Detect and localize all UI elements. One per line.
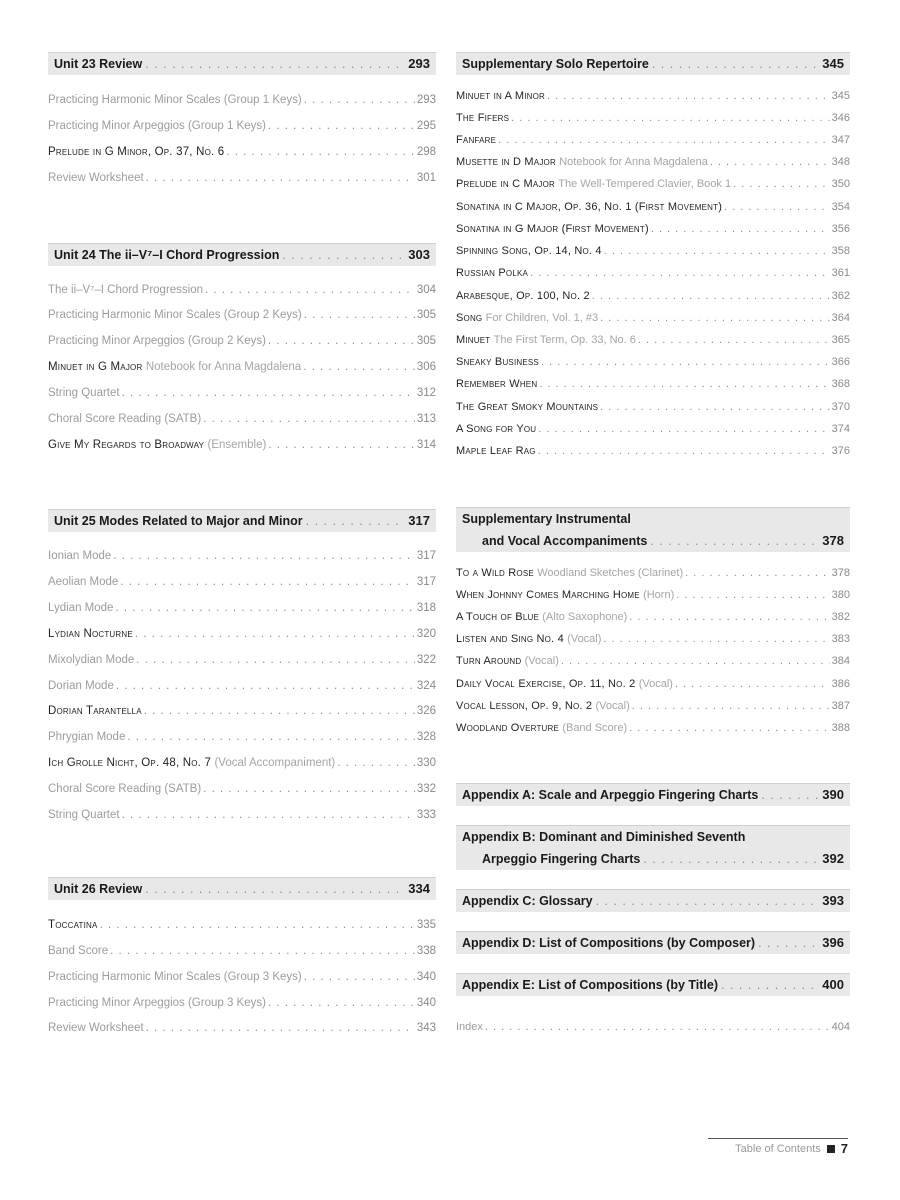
toc-entry[interactable]: Give My Regards to Broadway (Ensemble) . . . 314 — [48, 436, 436, 454]
square-bullet-icon — [827, 1145, 835, 1153]
toc-entry[interactable]: String Quartet . . . 333 — [48, 806, 436, 824]
toc-entry[interactable]: Toccatina . . . 335 — [48, 916, 436, 934]
toc-entry[interactable]: Song For Children, Vol. 1, #3 . . . 364 — [456, 309, 850, 327]
toc-entry[interactable]: The Great Smoky Mountains . . . 370 — [456, 398, 850, 416]
toc-entry[interactable]: Ionian Mode . . . 317 — [48, 547, 436, 565]
toc-entry[interactable]: Band Score . . . 338 — [48, 942, 436, 960]
toc-entry[interactable]: Sonatina in G Major (First Movement) . . . 356 — [456, 220, 850, 238]
supplementary-instrumental-header[interactable]: Supplementary Instrumental and Vocal Accompaniments . . . 378 — [456, 507, 850, 552]
toc-entry[interactable]: Sneaky Business . . . 366 — [456, 353, 850, 371]
appendix-b-header[interactable]: Appendix B: Dominant and Diminished Seventh Arpeggio Fingering Charts . . . 392 — [456, 825, 850, 870]
unit-25-header[interactable]: Unit 25 Modes Related to Major and Minor . . . 317 — [48, 509, 436, 532]
toc-entry[interactable]: Maple Leaf Rag . . . 376 — [456, 442, 850, 460]
toc-entry[interactable]: String Quartet . . . 312 — [48, 384, 436, 402]
page-number: 7 — [840, 1141, 848, 1156]
toc-entry[interactable]: Practicing Harmonic Minor Scales (Group 1 Keys) . . . 293 — [48, 91, 436, 109]
toc-entry[interactable]: Choral Score Reading (SATB) . . . 313 — [48, 410, 436, 428]
toc-entry[interactable]: Practicing Minor Arpeggios (Group 1 Keys) . . . 295 — [48, 117, 436, 135]
appendix-a-header[interactable]: Appendix A: Scale and Arpeggio Fingering Charts . . . 390 — [456, 783, 850, 806]
toc-entry[interactable]: Musette in D Major Notebook for Anna Magdalena . . . 348 — [456, 153, 850, 171]
unit-24-header[interactable]: Unit 24 The ii–V⁷–I Chord Progression . . . 303 — [48, 243, 436, 266]
toc-entry[interactable]: Spinning Song, Op. 14, No. 4 . . . 358 — [456, 242, 850, 260]
unit-23-header[interactable]: Unit 23 Review . . . 293 — [48, 52, 436, 75]
appendix-c-header[interactable]: Appendix C: Glossary . . . 393 — [456, 889, 850, 912]
toc-entry[interactable]: Dorian Tarantella . . . 326 — [48, 702, 436, 720]
toc-entry[interactable]: Prelude in C Major The Well-Tempered Clavier, Book 1 . . . 350 — [456, 175, 850, 193]
toc-entry[interactable]: Russian Polka . . . 361 — [456, 264, 850, 282]
toc-entry[interactable]: Sonatina in C Major, Op. 36, No. 1 (First Movement) . . . 354 — [456, 198, 850, 216]
toc-entry[interactable]: Fanfare . . . 347 — [456, 131, 850, 149]
toc-entry[interactable]: When Johnny Comes Marching Home (Horn) . . . 380 — [456, 586, 850, 604]
toc-entry[interactable]: Turn Around (Vocal) . . . 384 — [456, 652, 850, 670]
toc-entry[interactable]: A Touch of Blue (Alto Saxophone) . . . 382 — [456, 608, 850, 626]
appendix-e-header[interactable]: Appendix E: List of Compositions (by Title) . . . 400 — [456, 973, 850, 996]
toc-entry[interactable]: Arabesque, Op. 100, No. 2 . . . 362 — [456, 287, 850, 305]
toc-entry[interactable]: Practicing Minor Arpeggios (Group 2 Keys) . . . 305 — [48, 332, 436, 350]
toc-entry[interactable]: Minuet in G Major Notebook for Anna Magdalena . . . 306 — [48, 358, 436, 376]
toc-entry[interactable]: Prelude in G Minor, Op. 37, No. 6 . . . 298 — [48, 143, 436, 161]
page-footer — [708, 1138, 848, 1156]
toc-entry[interactable]: Practicing Harmonic Minor Scales (Group 3 Keys) . . . 340 — [48, 968, 436, 986]
supplementary-solo-header[interactable]: Supplementary Solo Repertoire . . . 345 — [456, 52, 850, 75]
toc-entry[interactable]: Mixolydian Mode . . . 322 — [48, 651, 436, 669]
toc-entry[interactable]: Woodland Overture (Band Score) . . . 388 — [456, 719, 850, 737]
toc-entry[interactable]: Minuet in A Minor . . . 345 — [456, 87, 850, 105]
toc-entry[interactable]: Daily Vocal Exercise, Op. 11, No. 2 (Vocal) . . . 386 — [456, 675, 850, 693]
toc-entry[interactable]: Remember When . . . 368 — [456, 375, 850, 393]
toc-entry[interactable]: Review Worksheet . . . 343 — [48, 1019, 436, 1037]
toc-entry[interactable]: Practicing Harmonic Minor Scales (Group 2 Keys) . . . 305 — [48, 306, 436, 324]
toc-entry[interactable]: Vocal Lesson, Op. 9, No. 2 (Vocal) . . . 387 — [456, 697, 850, 715]
toc-entry[interactable]: Review Worksheet . . . 301 — [48, 169, 436, 187]
toc-entry[interactable]: The ii–V⁷–I Chord Progression . . . 304 — [48, 281, 436, 299]
toc-entry[interactable]: Choral Score Reading (SATB) . . . 332 — [48, 780, 436, 798]
toc-entry[interactable]: Listen and Sing No. 4 (Vocal) . . . 383 — [456, 630, 850, 648]
toc-entry[interactable]: To a Wild Rose Woodland Sketches (Clarinet) . . . 378 — [456, 564, 850, 582]
toc-entry-index[interactable]: Index . . . 404 — [456, 1018, 850, 1036]
toc-entry[interactable]: Dorian Mode . . . 324 — [48, 677, 436, 695]
footer-label: Table of Contents — [735, 1142, 821, 1155]
toc-entry[interactable]: The Fifers . . . 346 — [456, 109, 850, 127]
toc-entry[interactable]: Ich Grolle Nicht, Op. 48, No. 7 (Vocal Accompaniment) . . . 330 — [48, 754, 436, 772]
toc-entry[interactable]: Aeolian Mode . . . 317 — [48, 573, 436, 591]
unit-26-header[interactable]: Unit 26 Review . . . 334 — [48, 877, 436, 900]
toc-entry[interactable]: Practicing Minor Arpeggios (Group 3 Keys) . . . 340 — [48, 994, 436, 1012]
toc-entry[interactable]: Lydian Mode . . . 318 — [48, 599, 436, 617]
toc-entry[interactable]: A Song for You . . . 374 — [456, 420, 850, 438]
appendix-d-header[interactable]: Appendix D: List of Compositions (by Composer) . . . 396 — [456, 931, 850, 954]
toc-entry[interactable]: Phrygian Mode . . . 328 — [48, 728, 436, 746]
toc-entry[interactable]: Minuet The First Term, Op. 33, No. 6 . . . 365 — [456, 331, 850, 349]
toc-entry[interactable]: Lydian Nocturne . . . 320 — [48, 625, 436, 643]
